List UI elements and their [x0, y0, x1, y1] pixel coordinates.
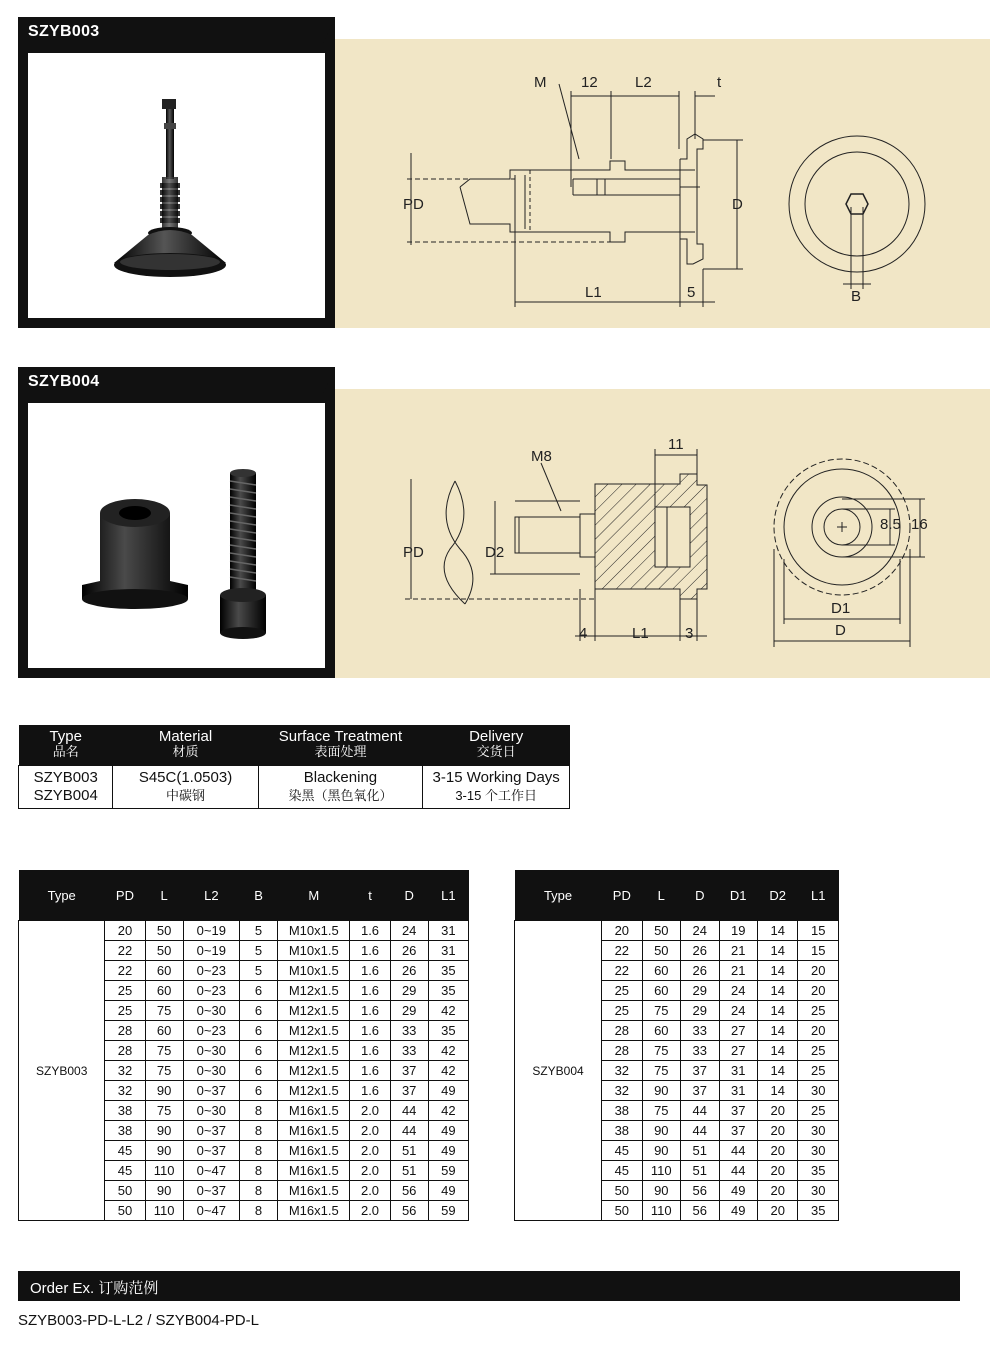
spec-cell-l2: 0~47 [183, 1201, 239, 1221]
info-table-header [19, 725, 570, 766]
product-panel-szyb004 [18, 367, 990, 678]
spec-cell-l1: 25 [798, 1101, 839, 1121]
dim-d1-label: D1 [831, 600, 851, 617]
cell-delivery: 3-15 Working Days 3-15 个工作日 [423, 766, 570, 809]
title-tab-corner [320, 17, 335, 51]
spec-cell-l: 90 [642, 1121, 680, 1141]
spec-cell-l1: 20 [798, 961, 839, 981]
spec-cell-d1: 24 [719, 981, 757, 1001]
dim-pd-label: PD [403, 196, 424, 213]
spec-cell-l1: 49 [428, 1081, 468, 1101]
spec-header-l2: L2 [183, 870, 239, 921]
spec-cell-l2: 0~30 [183, 1101, 239, 1121]
spec-cell-l1: 25 [798, 1061, 839, 1081]
spec-cell-d1: 37 [719, 1121, 757, 1141]
spec-cell-pd: 32 [105, 1081, 145, 1101]
spec-table-szyb003 [18, 870, 469, 1221]
spec-cell-pd: 25 [602, 1001, 643, 1021]
spec-header-l1: L1 [798, 870, 839, 921]
spec-cell-d1: 37 [719, 1101, 757, 1121]
spec-header-d2: D2 [757, 870, 798, 921]
product-title: SZYB004 [28, 373, 100, 390]
dim-pd-label: PD [403, 544, 424, 561]
spec-cell-t: 1.6 [350, 1041, 390, 1061]
spec-cell-t: 1.6 [350, 961, 390, 981]
spec-cell-m: M12x1.5 [278, 981, 350, 1001]
spec-cell-b: 8 [239, 1201, 277, 1221]
spec-cell-l: 75 [642, 1041, 680, 1061]
spec-cell-l: 75 [642, 1001, 680, 1021]
spec-cell-d: 29 [681, 981, 719, 1001]
spec-cell-l: 75 [642, 1101, 680, 1121]
spec-cell-pd: 32 [602, 1081, 643, 1101]
spec-cell-m: M12x1.5 [278, 1061, 350, 1081]
dim-b-label: B [851, 288, 862, 305]
spec-cell-pd: 28 [602, 1021, 643, 1041]
spec-cell-t: 2.0 [350, 1201, 390, 1221]
dim-m8-label: M8 [531, 448, 552, 465]
spec-cell-d1: 21 [719, 961, 757, 981]
spec-cell-pd: 25 [105, 981, 145, 1001]
spec-cell-d1: 19 [719, 921, 757, 941]
spec-header-d: D [681, 870, 719, 921]
spec-cell-l1: 35 [428, 961, 468, 981]
spec-cell-t: 1.6 [350, 1081, 390, 1101]
spec-cell-l1: 42 [428, 1061, 468, 1081]
spec-cell-d2: 14 [757, 961, 798, 981]
spec-header-b: B [239, 870, 277, 921]
dim-d-label: D [732, 196, 743, 213]
spec-cell-l2: 0~30 [183, 1041, 239, 1061]
spec-cell-d: 24 [390, 921, 428, 941]
spec-cell-l1: 59 [428, 1201, 468, 1221]
spec-cell-d2: 14 [757, 921, 798, 941]
spec-cell-pd: 32 [602, 1061, 643, 1081]
spec-cell-l2: 0~47 [183, 1161, 239, 1181]
spec-header-l: L [642, 870, 680, 921]
spec-cell-m: M10x1.5 [278, 961, 350, 981]
spec-cell-l: 90 [145, 1081, 183, 1101]
spec-cell-d2: 14 [757, 941, 798, 961]
product-photo [28, 403, 325, 668]
product-title: SZYB003 [28, 23, 100, 40]
spec-cell-d: 26 [390, 941, 428, 961]
spec-cell-l2: 0~30 [183, 1001, 239, 1021]
product-photo-frame [18, 367, 335, 678]
spec-cell-l: 90 [145, 1121, 183, 1141]
spec-cell-l1: 35 [798, 1161, 839, 1181]
spec-cell-t: 1.6 [350, 921, 390, 941]
spec-cell-l2: 0~19 [183, 921, 239, 941]
spec-cell-l: 50 [145, 941, 183, 961]
spec-cell-b: 5 [239, 961, 277, 981]
spec-cell-d2: 20 [757, 1161, 798, 1181]
header-type: Type 品名 [19, 725, 113, 766]
spec-cell-l: 90 [145, 1181, 183, 1201]
spec-cell-b: 6 [239, 1021, 277, 1041]
spec-cell-t: 1.6 [350, 1001, 390, 1021]
spec-cell-d1: 44 [719, 1161, 757, 1181]
spec-cell-d1: 49 [719, 1181, 757, 1201]
spec-header-type: Type [19, 870, 105, 921]
spec-header-pd: PD [105, 870, 145, 921]
spec-cell-d2: 14 [757, 1061, 798, 1081]
spec-cell-t: 2.0 [350, 1161, 390, 1181]
spec-cell-l: 75 [145, 1001, 183, 1021]
spec-cell-d: 24 [681, 921, 719, 941]
spec-header-type: Type [515, 870, 602, 921]
spec-cell-l2: 0~37 [183, 1181, 239, 1201]
spec-cell-l1: 49 [428, 1121, 468, 1141]
order-example-bar [18, 1271, 960, 1301]
spec-type-cell: SZYB003 [19, 921, 105, 1221]
spec-cell-t: 2.0 [350, 1181, 390, 1201]
spec-cell-m: M16x1.5 [278, 1201, 350, 1221]
spec-cell-l1: 49 [428, 1181, 468, 1201]
spec-cell-l: 75 [145, 1061, 183, 1081]
spec-cell-pd: 45 [105, 1161, 145, 1181]
technical-drawing [335, 39, 990, 328]
spec-cell-m: M16x1.5 [278, 1121, 350, 1141]
spec-cell-d2: 14 [757, 1081, 798, 1101]
spec-cell-d: 51 [681, 1141, 719, 1161]
spec-cell-pd: 22 [602, 941, 643, 961]
spec-cell-b: 6 [239, 1081, 277, 1101]
spec-cell-d1: 49 [719, 1201, 757, 1221]
spec-header-row [19, 870, 469, 921]
spec-cell-m: M16x1.5 [278, 1161, 350, 1181]
spec-cell-l1: 35 [428, 1021, 468, 1041]
spec-cell-d1: 31 [719, 1061, 757, 1081]
order-example-label: Order Ex. 订购范例 [30, 1280, 159, 1297]
dim-l1-label: L1 [585, 284, 602, 301]
cell-type: SZYB003 SZYB004 [19, 766, 113, 809]
spec-cell-l2: 0~23 [183, 981, 239, 1001]
info-table-row [19, 766, 570, 809]
spec-cell-d2: 20 [757, 1141, 798, 1161]
spec-cell-d: 29 [681, 1001, 719, 1021]
spec-cell-l1: 15 [798, 921, 839, 941]
spec-cell-d: 51 [390, 1141, 428, 1161]
dim-l1-label: L1 [632, 625, 649, 642]
spec-cell-d: 37 [390, 1081, 428, 1101]
product-panel-szyb003 [18, 17, 990, 328]
spec-cell-pd: 38 [602, 1101, 643, 1121]
spec-header-pd: PD [602, 870, 643, 921]
spec-cell-m: M10x1.5 [278, 941, 350, 961]
spec-cell-b: 8 [239, 1121, 277, 1141]
spec-cell-l: 50 [642, 921, 680, 941]
header-surface-treatment: Surface Treatment 表面处理 [258, 725, 423, 766]
dim-l2-label: L2 [635, 74, 652, 91]
spec-cell-b: 8 [239, 1141, 277, 1161]
spec-cell-d2: 20 [757, 1181, 798, 1201]
spec-cell-b: 8 [239, 1181, 277, 1201]
spec-cell-pd: 38 [602, 1121, 643, 1141]
cell-material: S45C(1.0503) 中碳钢 [113, 766, 258, 809]
spec-cell-pd: 28 [602, 1041, 643, 1061]
spec-cell-pd: 22 [105, 961, 145, 981]
spec-cell-m: M12x1.5 [278, 1041, 350, 1061]
spec-cell-l: 75 [145, 1101, 183, 1121]
spec-cell-pd: 20 [602, 921, 643, 941]
spec-header-t: t [350, 870, 390, 921]
spec-cell-l1: 30 [798, 1081, 839, 1101]
dim-5-label: 5 [687, 284, 696, 301]
spec-cell-l2: 0~23 [183, 1021, 239, 1041]
spec-cell-m: M10x1.5 [278, 921, 350, 941]
spec-cell-l: 90 [642, 1141, 680, 1161]
spec-cell-l1: 49 [428, 1141, 468, 1161]
spec-cell-pd: 45 [602, 1141, 643, 1161]
spec-cell-l: 60 [145, 961, 183, 981]
spec-cell-b: 6 [239, 1061, 277, 1081]
spec-cell-d: 33 [390, 1021, 428, 1041]
spec-cell-d: 56 [681, 1181, 719, 1201]
spec-cell-l1: 42 [428, 1041, 468, 1061]
spec-cell-d1: 24 [719, 1001, 757, 1021]
spec-cell-l: 60 [642, 981, 680, 1001]
spec-cell-pd: 50 [105, 1181, 145, 1201]
order-example-code: SZYB003-PD-L-L2 / SZYB004-PD-L [18, 1312, 259, 1329]
spec-cell-l1: 20 [798, 981, 839, 1001]
spec-cell-d: 51 [390, 1161, 428, 1181]
spec-cell-d: 29 [390, 981, 428, 1001]
spec-cell-pd: 50 [105, 1201, 145, 1221]
spec-cell-d: 26 [681, 961, 719, 981]
spec-cell-d: 37 [681, 1061, 719, 1081]
spec-cell-d: 44 [390, 1101, 428, 1121]
spec-cell-l1: 59 [428, 1161, 468, 1181]
spec-cell-pd: 38 [105, 1121, 145, 1141]
spec-cell-d: 33 [390, 1041, 428, 1061]
spec-cell-pd: 25 [602, 981, 643, 1001]
spec-cell-l2: 0~37 [183, 1081, 239, 1101]
spec-cell-d: 29 [390, 1001, 428, 1021]
spec-cell-l1: 42 [428, 1001, 468, 1021]
spec-cell-t: 1.6 [350, 1061, 390, 1081]
spec-cell-d: 26 [390, 961, 428, 981]
spec-cell-d2: 14 [757, 1021, 798, 1041]
spec-cell-m: M16x1.5 [278, 1181, 350, 1201]
spec-cell-d: 56 [390, 1201, 428, 1221]
spec-cell-d2: 20 [757, 1101, 798, 1121]
spec-cell-d: 44 [681, 1101, 719, 1121]
spec-cell-d: 33 [681, 1041, 719, 1061]
spec-cell-l: 60 [642, 1021, 680, 1041]
spec-cell-pd: 25 [105, 1001, 145, 1021]
spec-cell-t: 2.0 [350, 1101, 390, 1121]
spec-cell-l1: 35 [428, 981, 468, 1001]
dim-d2-label: D2 [485, 544, 505, 561]
spec-cell-l: 90 [145, 1141, 183, 1161]
spec-header-l1: L1 [428, 870, 468, 921]
spec-cell-l1: 25 [798, 1001, 839, 1021]
material-info-table [18, 725, 570, 809]
spec-cell-l: 50 [642, 941, 680, 961]
spec-header-d1: D1 [719, 870, 757, 921]
dim-4-label: 4 [579, 625, 588, 642]
spec-cell-pd: 45 [105, 1141, 145, 1161]
spec-cell-l2: 0~23 [183, 961, 239, 981]
spec-cell-m: M16x1.5 [278, 1101, 350, 1121]
dim-d-label: D [835, 622, 846, 639]
spec-cell-l: 60 [642, 961, 680, 981]
dim-m-label: M [534, 74, 547, 91]
spec-cell-d1: 21 [719, 941, 757, 961]
spec-cell-pd: 22 [602, 961, 643, 981]
header-material: Material 材质 [113, 725, 258, 766]
spec-cell-m: M12x1.5 [278, 1081, 350, 1101]
table-row [19, 921, 469, 941]
spec-table-szyb004 [514, 870, 839, 1221]
spec-cell-d: 37 [390, 1061, 428, 1081]
spec-cell-l1: 25 [798, 1041, 839, 1061]
spec-cell-d: 33 [681, 1021, 719, 1041]
product-photo [28, 53, 325, 318]
spec-cell-t: 1.6 [350, 941, 390, 961]
spec-cell-d: 56 [390, 1181, 428, 1201]
spec-cell-d: 56 [681, 1201, 719, 1221]
spec-cell-d: 26 [681, 941, 719, 961]
spec-cell-d: 44 [681, 1121, 719, 1141]
spec-cell-t: 1.6 [350, 1021, 390, 1041]
spec-cell-l1: 30 [798, 1141, 839, 1161]
spec-cell-b: 5 [239, 941, 277, 961]
spec-cell-l2: 0~37 [183, 1141, 239, 1161]
spec-cell-pd: 28 [105, 1021, 145, 1041]
spec-cell-d1: 31 [719, 1081, 757, 1101]
header-delivery: Delivery 交货日 [423, 725, 570, 766]
spec-header-row [515, 870, 839, 921]
spec-header-m: M [278, 870, 350, 921]
spec-cell-l1: 42 [428, 1101, 468, 1121]
spec-cell-l1: 20 [798, 1021, 839, 1041]
spec-cell-l: 110 [642, 1201, 680, 1221]
spec-cell-l1: 35 [798, 1201, 839, 1221]
spec-cell-l: 50 [145, 921, 183, 941]
spec-cell-d1: 27 [719, 1041, 757, 1061]
spec-cell-d2: 14 [757, 1001, 798, 1021]
spec-cell-l: 90 [642, 1081, 680, 1101]
dim-11-label: 11 [668, 436, 684, 453]
dim-t-label: t [717, 74, 722, 91]
spec-cell-d: 44 [390, 1121, 428, 1141]
spec-cell-l2: 0~37 [183, 1121, 239, 1141]
spec-cell-l1: 31 [428, 941, 468, 961]
spec-cell-d1: 27 [719, 1021, 757, 1041]
spec-cell-b: 8 [239, 1101, 277, 1121]
spec-cell-l: 60 [145, 1021, 183, 1041]
spec-cell-b: 6 [239, 981, 277, 1001]
spec-cell-t: 2.0 [350, 1141, 390, 1161]
dim-12-label: 12 [581, 74, 598, 91]
spec-cell-b: 6 [239, 1001, 277, 1021]
spec-cell-b: 5 [239, 921, 277, 941]
spec-cell-l: 75 [145, 1041, 183, 1061]
spec-cell-pd: 20 [105, 921, 145, 941]
spec-cell-d2: 20 [757, 1201, 798, 1221]
spec-cell-l2: 0~19 [183, 941, 239, 961]
spec-cell-d2: 14 [757, 981, 798, 1001]
spec-cell-l: 110 [145, 1161, 183, 1181]
spec-cell-pd: 50 [602, 1201, 643, 1221]
spec-cell-l: 75 [642, 1061, 680, 1081]
spec-cell-m: M12x1.5 [278, 1001, 350, 1021]
spec-cell-l: 110 [642, 1161, 680, 1181]
dim-3-label: 3 [685, 625, 694, 642]
cell-surface: Blackening 染黑（黑色氧化） [258, 766, 423, 809]
spec-cell-l: 60 [145, 981, 183, 1001]
spec-cell-d: 37 [681, 1081, 719, 1101]
title-tab-corner [320, 367, 335, 401]
spec-cell-d: 51 [681, 1161, 719, 1181]
spec-cell-t: 2.0 [350, 1121, 390, 1141]
spec-cell-l: 90 [642, 1181, 680, 1201]
spec-cell-l1: 31 [428, 921, 468, 941]
spec-cell-b: 8 [239, 1161, 277, 1181]
product-photo-frame [18, 17, 335, 328]
spec-cell-d2: 14 [757, 1041, 798, 1061]
technical-drawing [335, 389, 990, 678]
spec-cell-l1: 30 [798, 1121, 839, 1141]
spec-cell-b: 6 [239, 1041, 277, 1061]
spec-cell-pd: 32 [105, 1061, 145, 1081]
spec-cell-pd: 38 [105, 1101, 145, 1121]
spec-cell-d1: 44 [719, 1141, 757, 1161]
spec-type-cell: SZYB004 [515, 921, 602, 1221]
spec-header-d: D [390, 870, 428, 921]
table-row [515, 921, 839, 941]
spec-cell-m: M16x1.5 [278, 1141, 350, 1161]
spec-cell-l: 110 [145, 1201, 183, 1221]
dim-8-5-label: 8.5 [880, 516, 901, 533]
spec-cell-pd: 45 [602, 1161, 643, 1181]
spec-cell-pd: 22 [105, 941, 145, 961]
spec-cell-l1: 30 [798, 1181, 839, 1201]
spec-cell-t: 1.6 [350, 981, 390, 1001]
dim-16-label: 16 [911, 516, 928, 533]
spec-cell-pd: 28 [105, 1041, 145, 1061]
spec-cell-pd: 50 [602, 1181, 643, 1201]
spec-cell-l1: 15 [798, 941, 839, 961]
spec-cell-m: M12x1.5 [278, 1021, 350, 1041]
spec-cell-d2: 20 [757, 1121, 798, 1141]
spec-header-l: L [145, 870, 183, 921]
spec-cell-l2: 0~30 [183, 1061, 239, 1081]
